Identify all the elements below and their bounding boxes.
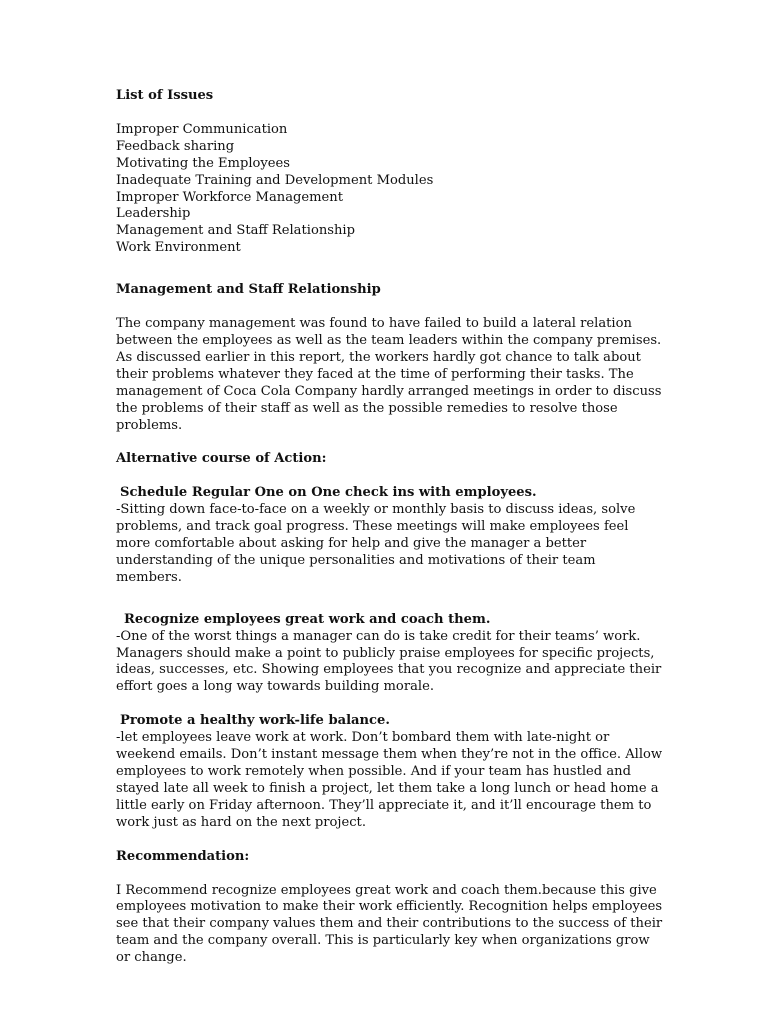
spacer <box>116 468 664 485</box>
spacer <box>116 866 664 883</box>
issue-item: Leadership <box>116 206 191 222</box>
issue-item: Management and Staff Relationship <box>116 223 355 239</box>
alternative-3-title: Promote a healthy work-life balance. <box>120 713 390 729</box>
spacer <box>116 434 664 451</box>
section-title: Management and Staff Relationship <box>116 282 381 298</box>
spacer <box>116 105 664 122</box>
alternative-1-title: Schedule Regular One on One check ins with employees. <box>120 485 537 501</box>
issue-item: Motivating the Employees <box>116 155 291 171</box>
spacer <box>116 696 664 713</box>
recommendation-title: Recommendation: <box>116 848 250 864</box>
spacer <box>116 587 664 612</box>
document-page <box>116 88 664 967</box>
alternative-2-title: Recognize employees great work and coach them. <box>124 611 491 627</box>
issue-item: Work Environment <box>116 240 241 256</box>
alternatives-title: Alternative course of Action: <box>116 451 327 467</box>
spacer <box>116 832 664 849</box>
spacer <box>116 299 664 316</box>
issue-item: Improper Workforce Management <box>116 189 343 205</box>
alternative-2-body: -One of the worst things a manager can do is take credit for their teams’ work. Managers should make a point to publicly praise employees for specific projects, ideas, successes, etc. Showing employees that you recognize and appreciate their effort goes a long way towards building morale. <box>116 628 662 695</box>
issues-title: List of Issues <box>116 88 214 103</box>
spacer <box>116 257 664 282</box>
issue-item: Feedback sharing <box>116 138 235 154</box>
alternative-3-body: -let employees leave work at work. Don’t bombard them with late-night or weekend emails. Don’t instant message them when they’re not in the office. Allow employees to work remotely when possible. And if your team has hustled and stayed late all week to finish a project, let them take a long lunch or head home a little early on Friday afternoon. They’ll appreciate it, and it’ll encourage them to work just as hard on the next project. <box>116 730 663 830</box>
issue-item: Inadequate Training and Development Modules <box>116 172 434 188</box>
alternative-1-body: -Sitting down face-to-face on a weekly or monthly basis to discuss ideas, solve problems, and track goal progress. These meetings will make employees feel more comfortable about asking for help and give the manager a better understanding of the unique personalities and motivations of their team members. <box>116 502 636 585</box>
issue-item: Improper Communication <box>116 121 288 137</box>
issues-list <box>116 122 664 257</box>
recommendation-body: I Recommend recognize employees great work and coach them.because this give employees motivation to make their work efficiently. Recognition helps employees see that their company values them and their contributions to the success of their team and the company overall. This is particularly key when organizations grow or change. <box>116 882 663 966</box>
section-body: The company management was found to have failed to build a lateral relation between the employees as well as the team leaders within the company premises. As discussed earlier in this report, the workers hardly got chance to talk about their problems whatever they faced at the time of performing their tasks. The management of Coca Cola Company hardly arranged meetings in order to discuss the problems of their staff as well as the possible remedies to resolve those problems. <box>116 316 662 433</box>
